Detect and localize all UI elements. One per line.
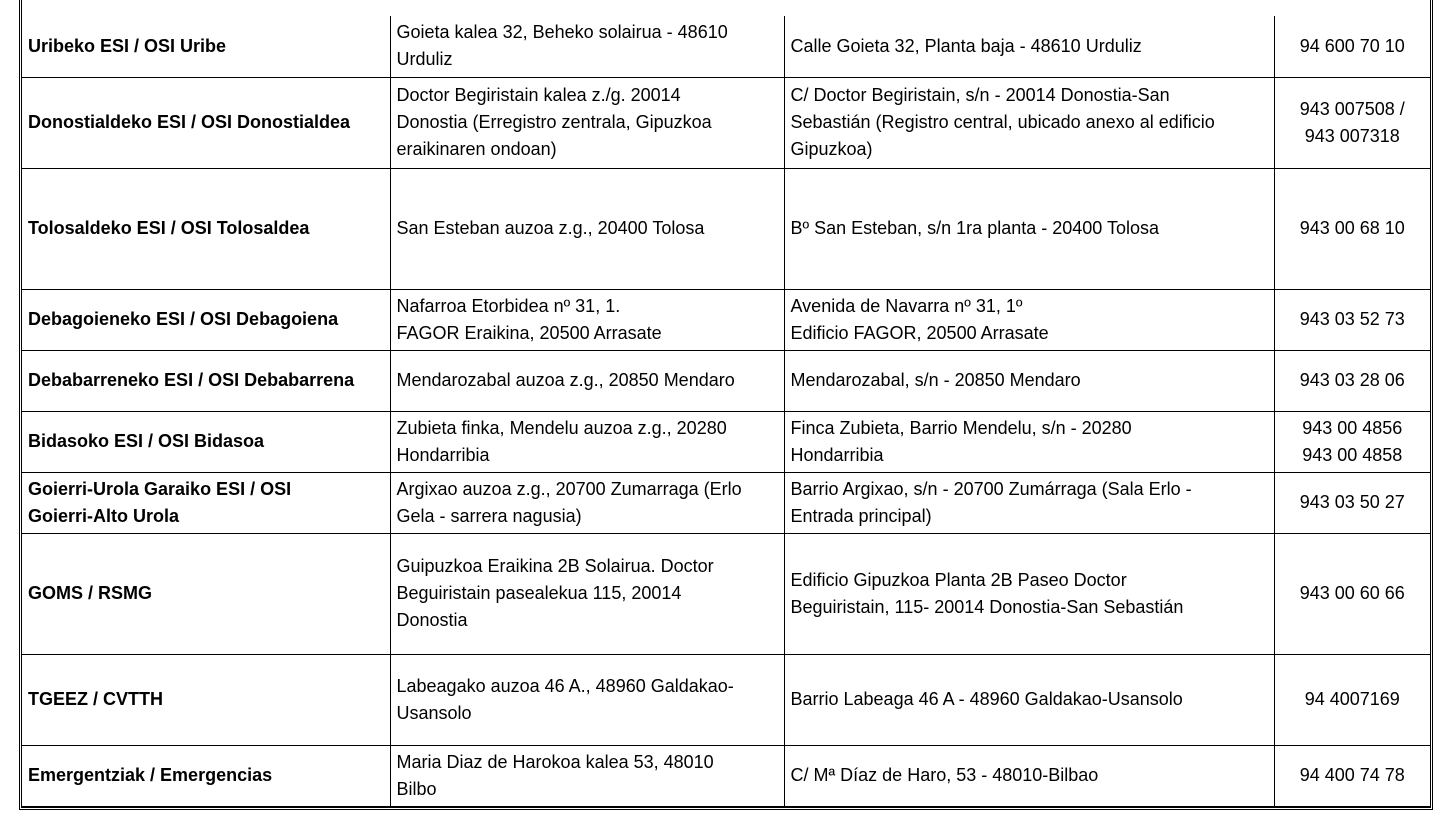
address-spanish-line: C/ Doctor Begiristain, s/n - 20014 Donostia-San [790,85,1170,105]
phone-cell [1274,472,1430,533]
address-spanish-line: Barrio Argixao, s/n - 20700 Zumárraga (Sala Erlo - [790,478,1192,499]
organization-cell [22,168,390,289]
table-row [22,654,1430,745]
address-spanish-line: C/ Mª Díaz de Haro, 53 - 48010-Bilbao [790,765,1099,785]
phone-cell [1274,16,1430,77]
address-spanish-line: Hondarribia [790,444,884,465]
address-basque-line: Mendarozabal auzoa z.g., 20850 Mendaro [396,370,735,390]
address-basque-line: eraikinaren ondoan) [396,139,557,159]
address-spanish-line: Avenida de Navarra nº 31, 1º [790,295,1023,316]
address-spanish-cell [784,533,1274,654]
address-basque-line: FAGOR Eraikina, 20500 Arrasate [396,322,662,343]
organization-cell [22,533,390,654]
address-basque-line: Guipuzkoa Eraikina 2B Solairua. Doctor [396,556,714,576]
organization-line: Donostialdeko ESI / OSI Donostialdea [28,112,351,132]
phone-cell [1274,350,1430,411]
address-basque-cell [390,16,784,77]
table-body [22,16,1430,806]
phone-cell [1274,289,1430,350]
table-row [22,168,1430,289]
phone-cell [1274,411,1430,472]
address-basque-line: Beguiristain pasealekua 115, 20014 [396,583,682,603]
address-basque-cell [390,168,784,289]
address-basque-line: Usansolo [396,702,472,723]
address-basque-line: Urduliz [396,49,453,70]
organization-line: Tolosaldeko ESI / OSI Tolosaldea [28,218,310,238]
table-row [22,77,1430,168]
organization-line: Bidasoko ESI / OSI Bidasoa [28,431,265,451]
contact-table [22,16,1430,807]
address-basque-cell [390,745,784,806]
phone-line: 943 03 52 73 [1299,309,1405,329]
organization-cell [22,77,390,168]
address-basque-line: San Esteban auzoa z.g., 20400 Tolosa [396,218,705,238]
organization-cell [22,654,390,745]
organization-cell [22,289,390,350]
phone-cell [1274,168,1430,289]
organization-line: Emergentziak / Emergencias [28,765,273,785]
address-basque-cell [390,77,784,168]
phone-line: 943 00 4858 [1302,444,1403,465]
address-spanish-line: Finca Zubieta, Barrio Mendelu, s/n - 20280 [790,417,1132,438]
organization-cell [22,350,390,411]
table-row [22,472,1430,533]
table-row [22,289,1430,350]
organization-line: TGEEZ / CVTTH [28,689,163,709]
address-basque-cell [390,411,784,472]
address-spanish-cell [784,654,1274,745]
organization-line: Debagoieneko ESI / OSI Debagoiena [28,309,339,329]
address-spanish-cell [784,16,1274,77]
address-basque-cell [390,350,784,411]
address-spanish-cell [784,745,1274,806]
address-spanish-cell [784,168,1274,289]
address-basque-line: Nafarroa Etorbidea nº 31, 1. [396,295,621,316]
phone-cell [1274,77,1430,168]
address-basque-cell [390,654,784,745]
address-basque-line: Donostia [396,610,468,630]
organization-line: Goierri-Urola Garaiko ESI / OSI [28,478,292,499]
phone-cell [1274,745,1430,806]
organization-line: Debabarreneko ESI / OSI Debabarrena [28,370,355,390]
organization-cell [22,472,390,533]
address-spanish-line: Mendarozabal, s/n - 20850 Mendaro [790,370,1081,390]
address-spanish-line: Gipuzkoa) [790,139,873,159]
phone-cell [1274,654,1430,745]
organization-cell [22,411,390,472]
address-basque-line: Zubieta finka, Mendelu auzoa z.g., 20280 [396,417,727,438]
address-spanish-line: Sebastián (Registro central, ubicado anexo al edificio [790,112,1215,132]
address-basque-line: Donostia (Erregistro zentrala, Gipuzkoa [396,112,712,132]
organization-line: Uribeko ESI / OSI Uribe [28,35,227,56]
phone-line: 943 03 28 06 [1299,370,1405,390]
address-basque-line: Bilbo [396,778,437,799]
address-basque-cell [390,472,784,533]
phone-line: 943 00 4856 [1302,417,1403,438]
address-spanish-cell [784,472,1274,533]
address-basque-line: Hondarribia [396,444,490,465]
address-spanish-line: Bº San Esteban, s/n 1ra planta - 20400 Tolosa [790,218,1159,238]
address-spanish-line: Beguiristain, 115- 20014 Donostia-San Sebastián [790,596,1184,617]
address-spanish-line: Edificio FAGOR, 20500 Arrasate [790,322,1049,343]
address-spanish-cell [784,289,1274,350]
address-spanish-cell [784,77,1274,168]
phone-line: 943 03 50 27 [1299,492,1405,512]
address-basque-line: Maria Diaz de Harokoa kalea 53, 48010 [396,751,714,772]
phone-line: 94 4007169 [1304,689,1400,709]
phone-line: 943 007508 / [1299,98,1405,119]
table-row [22,16,1430,77]
address-basque-line: Gela - sarrera nagusia) [396,505,582,526]
organization-line: GOMS / RSMG [28,583,153,603]
address-spanish-line: Barrio Labeaga 46 A - 48960 Galdakao-Usansolo [790,689,1183,709]
table-row [22,533,1430,654]
table-row [22,350,1430,411]
phone-line: 943 007318 [1304,125,1400,146]
table-row [22,745,1430,806]
address-spanish-line: Entrada principal) [790,505,932,526]
address-basque-cell [390,533,784,654]
organization-cell [22,745,390,806]
address-basque-line: Labeagako auzoa 46 A., 48960 Galdakao- [396,675,734,696]
address-spanish-line: Calle Goieta 32, Planta baja - 48610 Urduliz [790,35,1142,56]
phone-cell [1274,533,1430,654]
phone-line: 94 600 70 10 [1299,35,1405,56]
address-spanish-line: Edificio Gipuzkoa Planta 2B Paseo Doctor [790,569,1127,590]
table-row [22,411,1430,472]
phone-line: 943 00 60 66 [1299,583,1405,603]
organization-line: Goierri-Alto Urola [28,505,180,526]
address-spanish-cell [784,411,1274,472]
address-spanish-cell [784,350,1274,411]
address-basque-cell [390,289,784,350]
address-basque-line: Argixao auzoa z.g., 20700 Zumarraga (Erlo [396,478,742,499]
organization-cell [22,16,390,77]
address-basque-line: Goieta kalea 32, Beheko solairua - 48610 [396,22,728,43]
phone-line: 943 00 68 10 [1299,218,1405,238]
phone-line: 94 400 74 78 [1299,765,1405,785]
address-basque-line: Doctor Begiristain kalea z./g. 20014 [396,85,681,105]
